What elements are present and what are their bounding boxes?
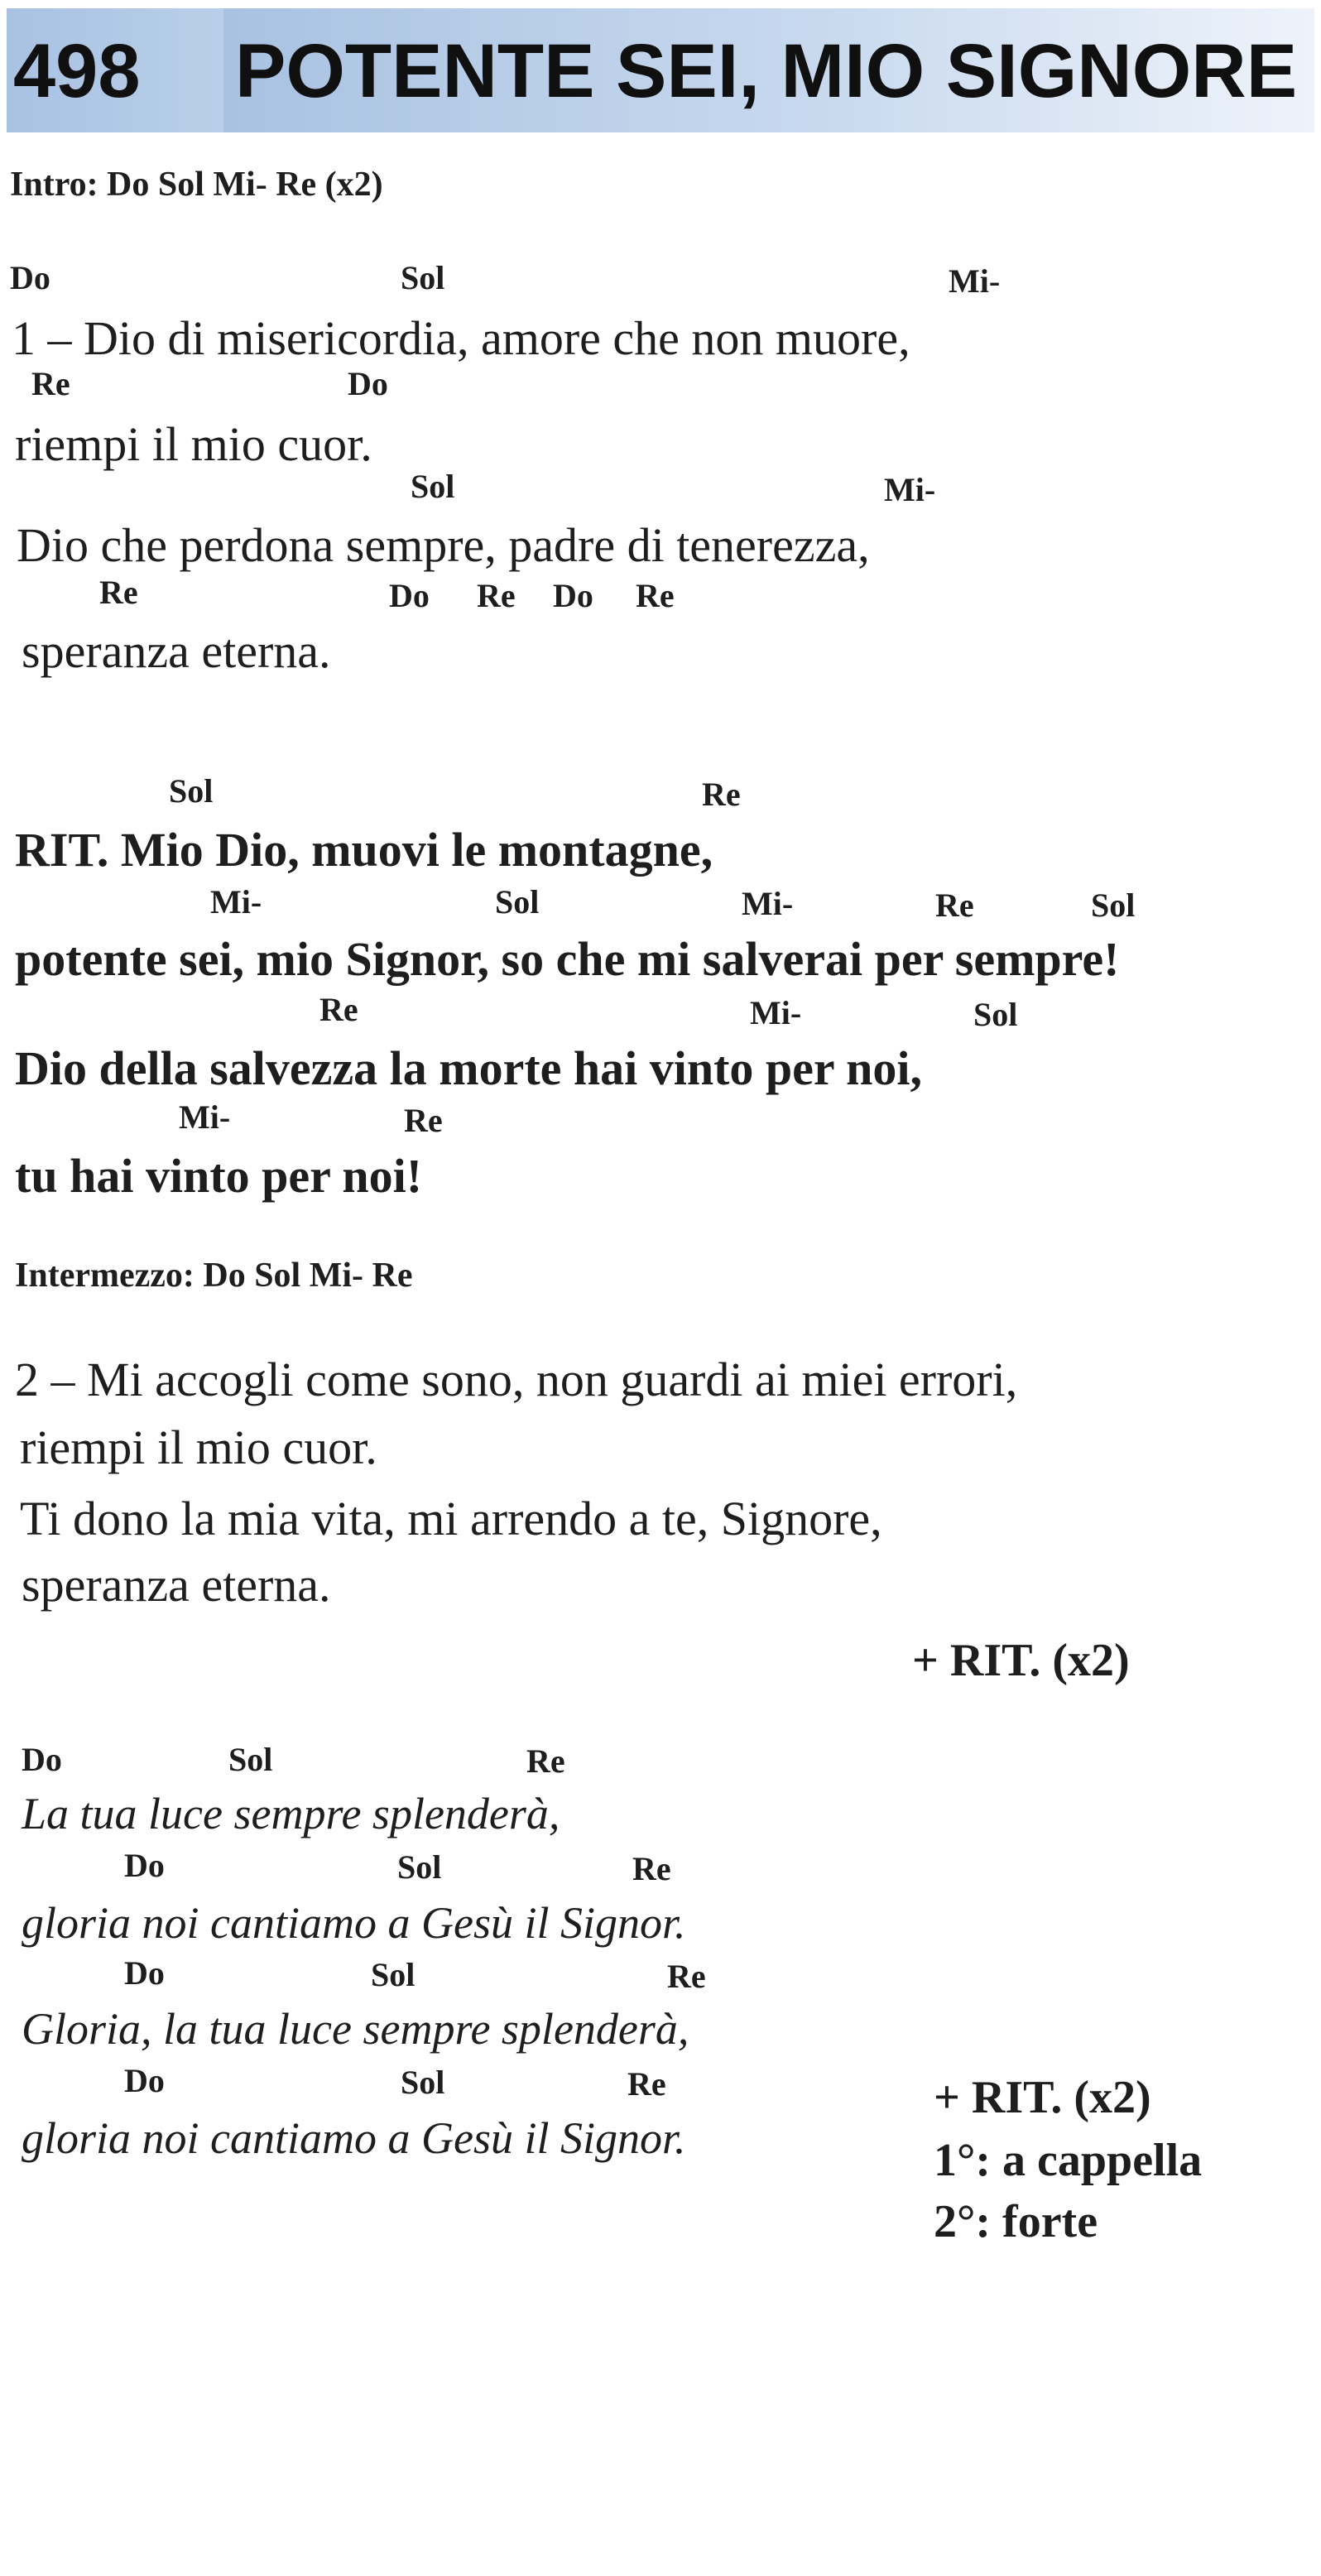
chord: Do bbox=[124, 1847, 165, 1884]
performance-note: 1°: a cappella bbox=[934, 2135, 1203, 2186]
lyric-line: riempi il mio cuor. bbox=[15, 417, 372, 471]
intermezzo-chords: Intermezzo: Do Sol Mi- Re bbox=[15, 1257, 413, 1295]
chord: Re bbox=[627, 2065, 666, 2103]
chord: Sol bbox=[973, 996, 1018, 1033]
chorus-line: potente sei, mio Signor, so che mi salverai per sempre! bbox=[15, 932, 1120, 986]
bridge-line: gloria noi cantiamo a Gesù il Signor. bbox=[22, 1898, 686, 1948]
chord: Mi- bbox=[884, 471, 936, 508]
chord: Sol bbox=[169, 772, 214, 810]
lyric-line: 1 – Dio di misericordia, amore che non muore, bbox=[12, 311, 910, 365]
chord: Re bbox=[526, 1742, 565, 1780]
lyric-line: speranza eterna. bbox=[22, 624, 331, 678]
chord: Re bbox=[404, 1102, 443, 1139]
chord: Do bbox=[389, 577, 430, 614]
chord: Mi- bbox=[742, 885, 794, 922]
bridge-line: Gloria, la tua luce sempre splenderà, bbox=[22, 2004, 689, 2054]
intro-chords: Intro: Do Sol Mi- Re (x2) bbox=[10, 166, 383, 204]
lyric-line: speranza eterna. bbox=[22, 1558, 331, 1612]
chord: Do bbox=[124, 2062, 165, 2099]
chord: Mi- bbox=[210, 883, 262, 920]
bridge-line: gloria noi cantiamo a Gesù il Signor. bbox=[22, 2113, 686, 2163]
chord: Re bbox=[636, 577, 675, 614]
chord: Do bbox=[22, 1741, 62, 1778]
bridge-line: La tua luce sempre splenderà, bbox=[22, 1789, 560, 1838]
chorus-line: RIT. Mio Dio, muovi le montagne, bbox=[15, 823, 713, 877]
chord: Re bbox=[667, 1958, 706, 1995]
chord: Sol bbox=[228, 1741, 273, 1778]
lyric-line: Dio che perdona sempre, padre di tenerezza, bbox=[17, 518, 870, 572]
lyric-line: riempi il mio cuor. bbox=[20, 1420, 377, 1474]
repeat-note: + RIT. (x2) bbox=[934, 2072, 1151, 2123]
chord: Re bbox=[702, 776, 741, 813]
chord: Do bbox=[348, 365, 388, 402]
chord: Sol bbox=[401, 2064, 445, 2101]
chord: Mi- bbox=[949, 262, 1001, 300]
song-number: 498 bbox=[13, 29, 141, 113]
chord: Re bbox=[935, 887, 974, 924]
chord: Sol bbox=[411, 468, 455, 505]
repeat-note: + RIT. (x2) bbox=[912, 1635, 1130, 1686]
chord: Mi- bbox=[750, 994, 802, 1031]
chord: Do bbox=[124, 1954, 165, 1992]
chorus-line: Dio della salvezza la morte hai vinto per noi, bbox=[15, 1041, 922, 1095]
chord: Re bbox=[632, 1850, 671, 1887]
chord: Sol bbox=[397, 1848, 442, 1886]
lyric-line: 2 – Mi accogli come sono, non guardi ai miei errori, bbox=[15, 1353, 1018, 1406]
chord: Do bbox=[553, 577, 593, 614]
chord: Sol bbox=[1091, 887, 1136, 924]
chord: Sol bbox=[495, 883, 540, 920]
song-title: POTENTE SEI, MIO SIGNORE bbox=[235, 29, 1298, 113]
chord: Re bbox=[477, 577, 516, 614]
chorus-line: tu hai vinto per noi! bbox=[15, 1149, 423, 1203]
chord: Mi- bbox=[179, 1098, 231, 1136]
chord: Sol bbox=[371, 1956, 416, 1993]
lyric-line: Ti dono la mia vita, mi arrendo a te, Signore, bbox=[20, 1492, 882, 1545]
chord: Re bbox=[99, 574, 138, 611]
performance-note: 2°: forte bbox=[934, 2196, 1098, 2247]
chord: Do bbox=[10, 259, 50, 296]
chord: Re bbox=[319, 991, 358, 1028]
chord: Sol bbox=[401, 259, 445, 296]
chord: Re bbox=[31, 365, 70, 402]
